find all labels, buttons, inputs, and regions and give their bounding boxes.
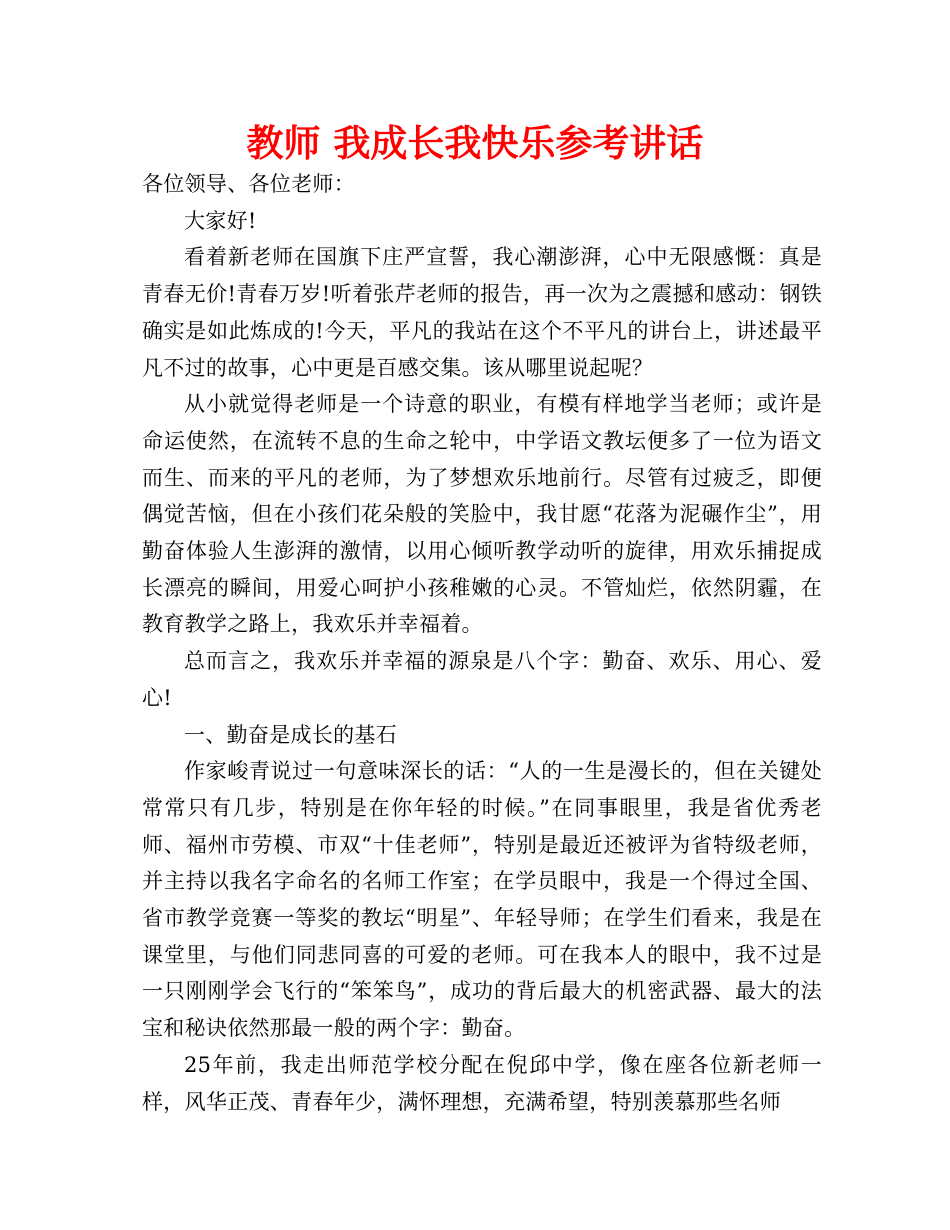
salutation: 各位领导、各位老师：: [142, 172, 355, 196]
section-heading: 一、勤奋是成长的基石: [184, 722, 397, 747]
paragraph: 从小就觉得老师是一个诗意的职业，有模有样地学当老师；或许是命运使然，在流转不息的生命之轮中，中学语文教坛便多了一位为语文而生、而来的平凡的老师，为了梦想欢乐地前行。尽管有过疲乏，即便偶觉苦恼，但在小孩们花朵般的笑脸中，我甘愿“花落为泥碾作尘”，用勤奋体验人生澎湃的激情，以用心倾听教学动听的旋律，用欢乐捕捉成长漂亮的瞬间，用爱心呵护小孩稚嫩的心灵。不管灿烂，依然阴霾，在教育教学之路上，我欢乐并幸福着。: [142, 392, 822, 637]
document-title: 教师 我成长我快乐参考讲话: [246, 122, 704, 165]
paragraph: 看着新老师在国旗下庄严宣誓，我心潮澎湃，心中无限感慨：真是青春无价!青春万岁!听着张芹老师的报告，再一次为之震撼和感动：钢铁确实是如此炼成的!今天，平凡的我站在这个不平凡的讲台上，讲述最平凡不过的故事，心中更是百感交集。该从哪里说起呢？: [142, 245, 822, 380]
paragraph: 25年前，我走出师范学校分配在倪邱中学，像在座各位新老师一样，风华正茂、青春年少，满怀理想，充满希望，特别羡慕那些名师: [142, 1052, 822, 1114]
paragraph: 作家峻青说过一句意味深长的话：“人的一生是漫长的，但在关键处常常只有几步，特别是在你年轻的时候。”在同事眼里，我是省优秀老师、福州市劳模、市双“十佳老师”，特别是最近还被评为省特级老师，并主持以我名字命名的名师工作室；在学员眼中，我是一个得过全国、省市教学竞赛一等奖的教坛“明星”、年轻导师；在学生们看来，我是在课堂里，与他们同悲同喜的可爱的老师。可在我本人的眼中，我不过是一只刚刚学会飞行的“笨笨鸟”，成功的背后最大的机密武器、最大的法宝和秘诀依然那最一般的两个字：勤奋。: [142, 759, 822, 1041]
paragraph: 总而言之，我欢乐并幸福的源泉是八个字：勤奋、欢乐、用心、爱心!: [142, 649, 822, 710]
document-body: [142, 166, 822, 1120]
paragraph-greeting: 大家好!: [184, 208, 257, 233]
